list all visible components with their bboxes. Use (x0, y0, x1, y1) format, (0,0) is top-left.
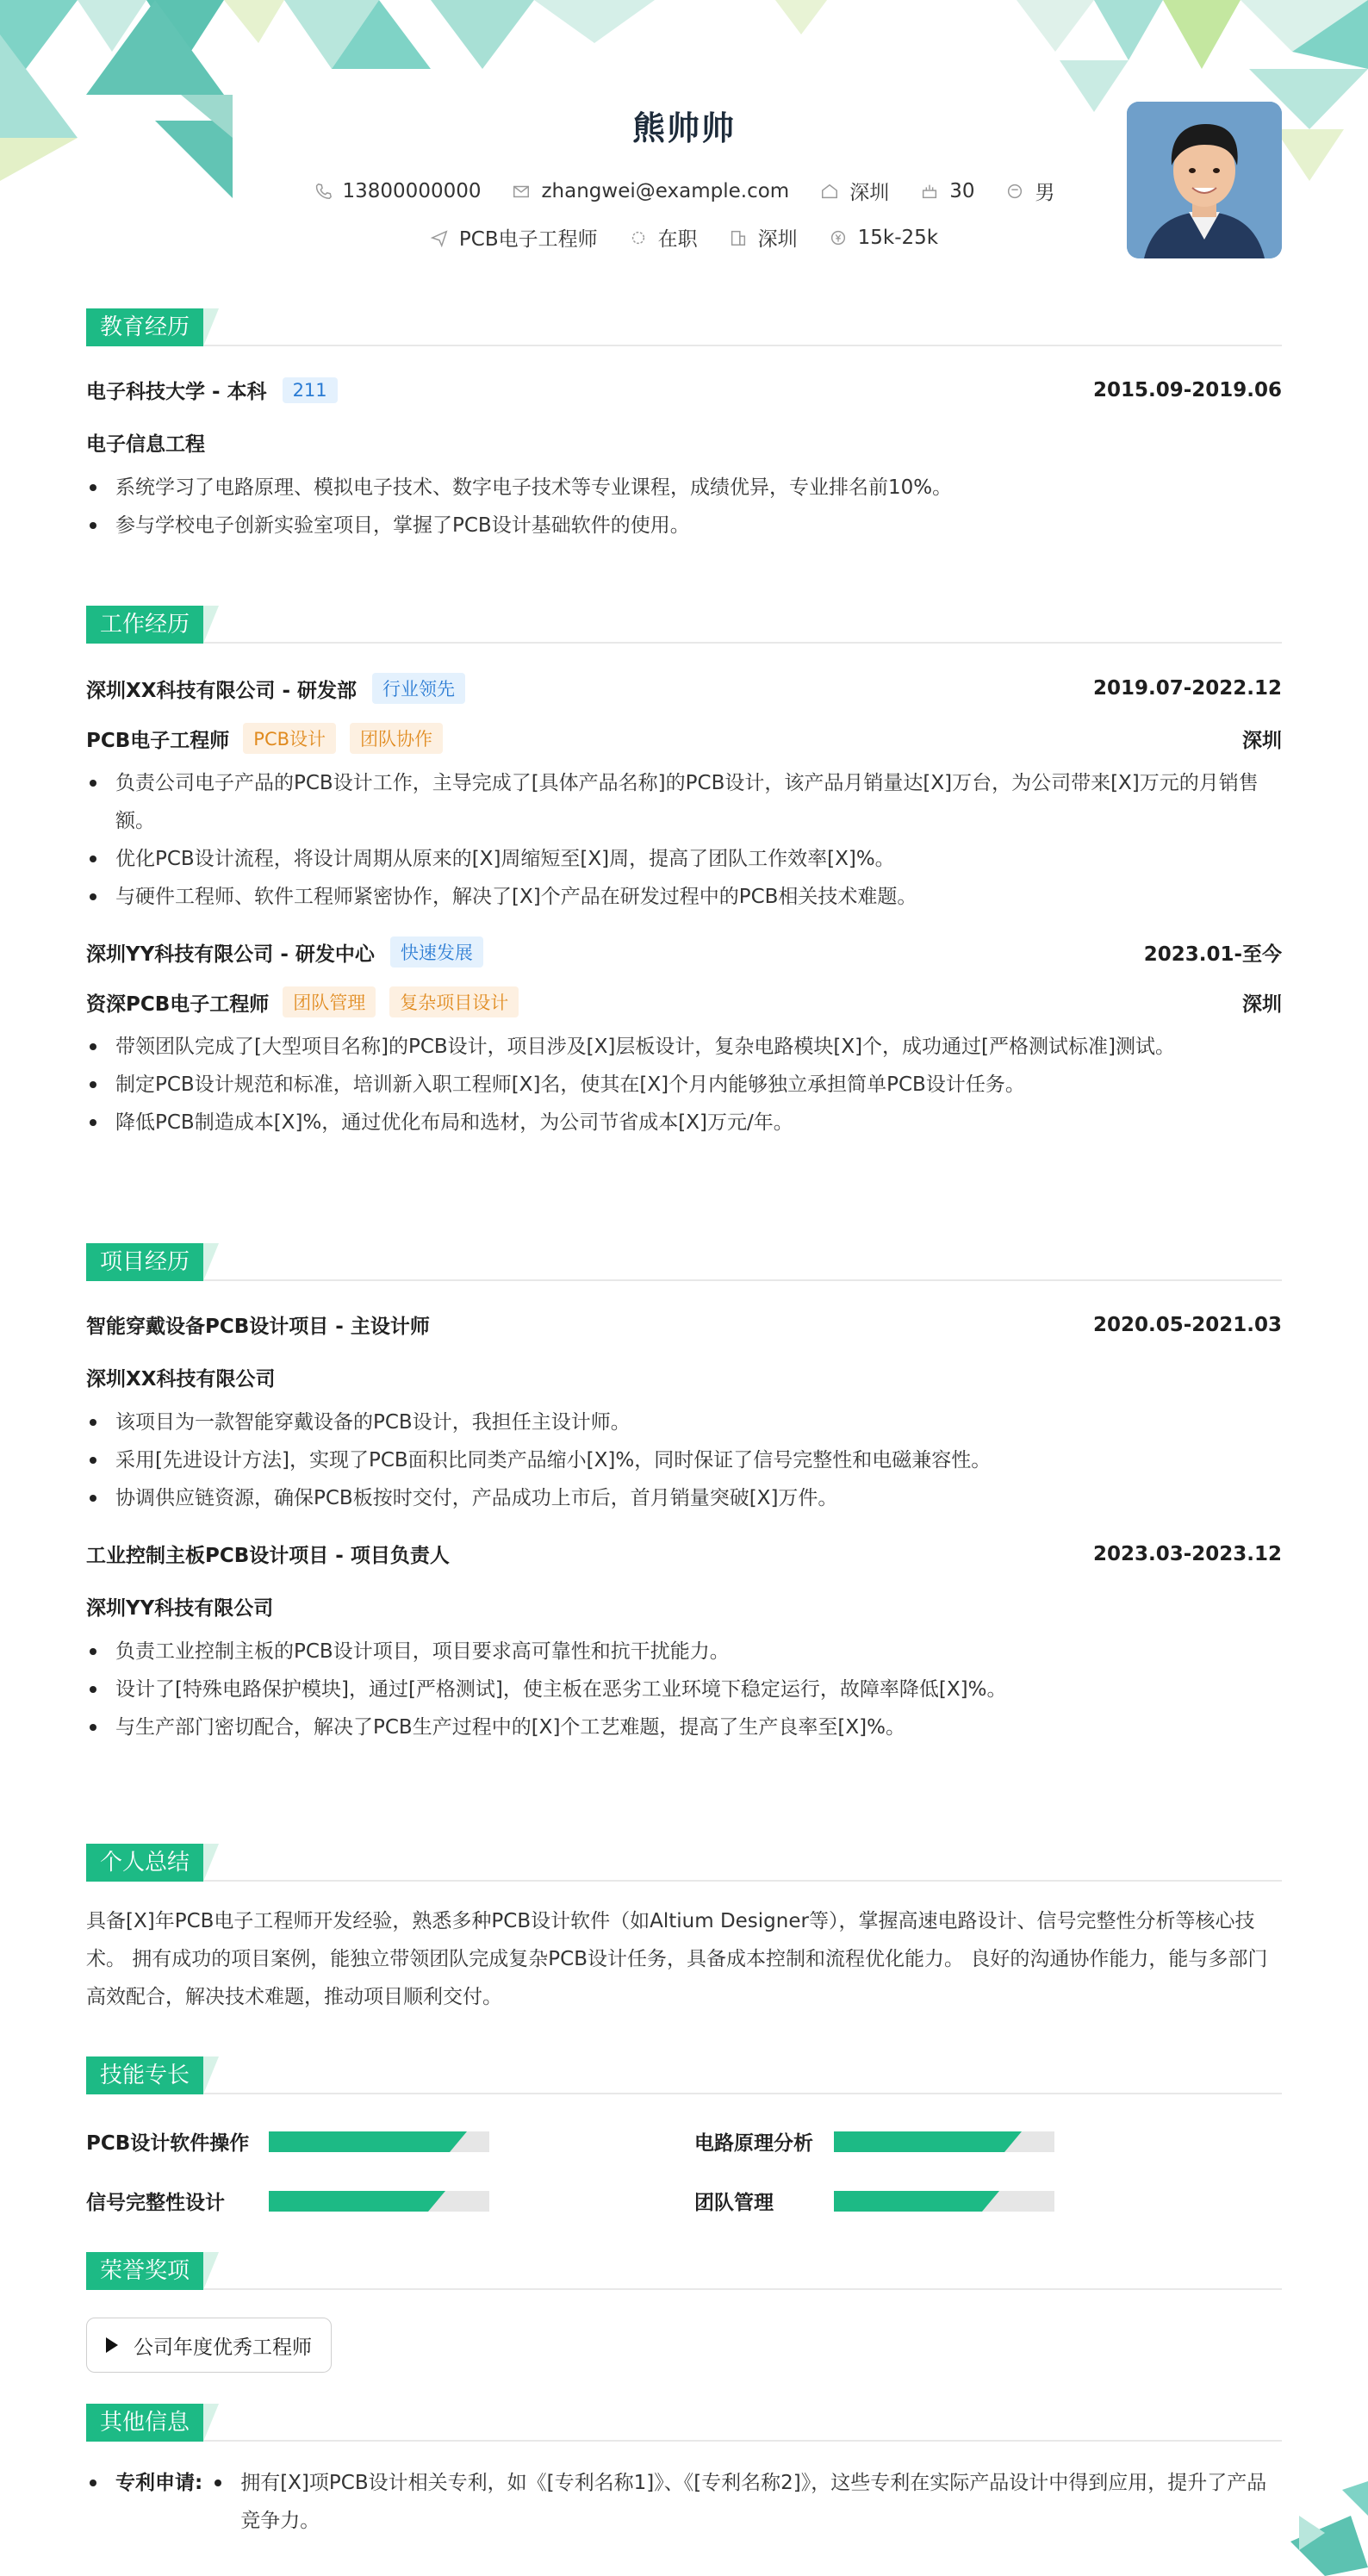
triangle-icon (106, 2337, 118, 2353)
age-item (920, 180, 974, 202)
list-item: 带领团队完成了[大型项目名称]的PCB设计，项目涉及[X]层板设计，复杂电路模块[X]个，成功通过[严格测试标准]测试。 (86, 1028, 1282, 1066)
city-text: 深圳 (849, 182, 890, 204)
project-company-row (86, 1363, 1282, 1391)
project-company: 深圳XX科技有限公司 (86, 1368, 276, 1391)
list-item: 制定PCB设计规范和标准，培训新入职工程师[X]名，使其在[X]个月内能够独立承担简单PCB设计任务。 (86, 1066, 1282, 1104)
list-item: 降低PCB制造成本[X]%，通过优化布局和选材，为公司节省成本[X]万元/年。 (86, 1104, 1282, 1142)
other-title (86, 2404, 1282, 2442)
job-header (86, 673, 1282, 704)
job-header (86, 936, 1282, 968)
job-role-row (86, 723, 1282, 754)
status-text: 在职 (657, 228, 698, 251)
city-item (820, 177, 889, 205)
list-item: 负责工业控制主板的PCB设计项目，项目要求高可靠性和抗干扰能力。 (86, 1633, 1282, 1671)
mail-icon (512, 182, 531, 201)
list-item: 采用[先进设计方法]，实现了PCB面积比同类产品缩小[X]%，同时保证了信号完整性和电磁兼容性。 (86, 1441, 1282, 1479)
project-bullets (86, 1403, 1282, 1517)
role-tag: 团队协作 (350, 723, 443, 754)
other-section (86, 2404, 1282, 2540)
skill-item (694, 2127, 1282, 2156)
work-city-item (729, 223, 798, 252)
list-item: 与生产部门密切配合，解决了PCB生产过程中的[X]个工艺难题，提高了生产良率至[X]%。 (86, 1708, 1282, 1746)
skill-bar (834, 2191, 1054, 2212)
job-role: PCB电子工程师 (86, 729, 230, 752)
summary-text: 具备[X]年PCB电子工程师开发经验，熟悉多种PCB设计软件（如Altium Designer等），掌握高速电路设计、信号完整性分析等核心技术。 拥有成功的项目案例，能独立带领团队完成复杂PCB设计任务，具备成本控制和流程优化能力。 良好的沟通协作能力，能与多部门高效配合，解决技术难题，推动项目顺利交付。 (86, 1910, 1268, 2008)
work-section (86, 606, 1282, 1142)
job-date: 2019.07-2022.12 (1092, 677, 1282, 700)
role-tag: PCB设计 (243, 723, 336, 754)
status-icon (629, 228, 648, 247)
project-name: 智能穿戴设备PCB设计项目 - 主设计师 (86, 1316, 430, 1338)
awards-section (86, 2252, 1282, 2373)
job-role-row (86, 986, 1282, 1017)
email-item (512, 180, 789, 202)
role-tag: 复杂项目设计 (389, 986, 519, 1017)
company-tag: 快速发展 (390, 936, 483, 968)
skills-section (86, 2056, 1282, 2215)
work-title-label: 工作经历 (86, 606, 203, 644)
education-section (86, 308, 1282, 544)
work-city-text: 深圳 (757, 228, 798, 251)
job-role: 资深PCB电子工程师 (86, 992, 270, 1016)
job-date: 2023.01-至今 (1143, 943, 1282, 966)
list-item: 协调供应链资源，确保PCB板按时交付，产品成功上市后，首月销量突破[X]万件。 (86, 1479, 1282, 1517)
school-name: 电子科技大学 - 本科 (86, 381, 267, 403)
skill-bar (269, 2131, 489, 2152)
list-item: 负责公司电子产品的PCB设计工作，主导完成了[具体产品名称]的PCB设计，该产品月销量达[X]万台，为公司带来[X]万元的月销售额。 (86, 764, 1282, 840)
company-tag: 行业领先 (372, 673, 465, 704)
send-icon (430, 228, 449, 247)
skill-name: PCB设计软件操作 (86, 2132, 250, 2155)
role-tag: 团队管理 (283, 986, 376, 1017)
summary-section (86, 1844, 1282, 2016)
corner-decoration (1273, 2481, 1368, 2576)
project-header (86, 1310, 1282, 1339)
status-item (629, 223, 698, 252)
building-icon (729, 228, 748, 247)
skill-item (86, 2187, 694, 2215)
age-text: 30 (949, 179, 975, 202)
project-date: 2020.05-2021.03 (1092, 1313, 1282, 1336)
education-date: 2015.09-2019.06 (1092, 378, 1282, 401)
skill-bar (269, 2191, 489, 2212)
skills-grid (86, 2127, 1282, 2215)
job-bullets (86, 1028, 1282, 1142)
work-title (86, 606, 1282, 644)
education-title-label: 教育经历 (86, 308, 203, 346)
gender-item (1005, 177, 1054, 205)
gender-text: 男 (1035, 182, 1055, 204)
email-text: zhangwei@example.com (541, 179, 790, 202)
list-item: 该项目为一款智能穿戴设备的PCB设计，我担任主设计师。 (86, 1403, 1282, 1441)
skill-name: 信号完整性设计 (86, 2192, 225, 2214)
awards-title (86, 2252, 1282, 2290)
project-bullets (86, 1633, 1282, 1746)
education-bullets (86, 469, 1282, 544)
award-item (86, 2318, 332, 2373)
patent-label: 专利申请: (86, 2464, 202, 2540)
skill-name: 团队管理 (694, 2192, 774, 2214)
projects-section (86, 1243, 1282, 1746)
project-header (86, 1540, 1282, 1568)
skill-bar (834, 2131, 1054, 2152)
salary-item (829, 227, 938, 249)
list-item: 参与学校电子创新实验室项目，掌握了PCB设计基础软件的使用。 (86, 507, 1282, 544)
salary-icon (829, 228, 848, 247)
award-text: 公司年度优秀工程师 (134, 2336, 312, 2359)
job-bullets (86, 764, 1282, 916)
job-city: 深圳 (1242, 992, 1282, 1016)
salary-text: 15k-25k (857, 226, 939, 249)
cake-icon (920, 182, 939, 201)
project-date: 2023.03-2023.12 (1092, 1542, 1282, 1565)
avatar (1127, 102, 1282, 258)
summary-title (86, 1844, 1282, 1882)
skills-title-label: 技能专长 (86, 2056, 203, 2094)
patent-text: 拥有[X]项PCB设计相关专利，如《[专利名称1]》、《[专利名称2]》，这些专利在实际产品设计中得到应用，提升了产品竞争力。 (211, 2464, 1282, 2540)
home-icon (820, 182, 839, 201)
other-item (86, 2464, 1282, 2540)
position-item (430, 223, 598, 252)
skills-title (86, 2056, 1282, 2094)
awards-title-label: 荣誉奖项 (86, 2252, 203, 2290)
list-item: 设计了[特殊电路保护模块]，通过[严格测试]，使主板在恶劣工业环境下稳定运行，故障率降低[X]%。 (86, 1671, 1282, 1708)
job-city: 深圳 (1242, 729, 1282, 752)
major-row (86, 428, 1282, 457)
candidate-name: 熊帅帅 (631, 109, 736, 147)
job-company: 深圳YY科技有限公司 - 研发中心 (86, 943, 375, 966)
position-text: PCB电子工程师 (458, 228, 598, 251)
gender-icon (1005, 182, 1024, 201)
project-name: 工业控制主板PCB设计项目 - 项目负责人 (86, 1545, 450, 1567)
job-company: 深圳XX科技有限公司 - 研发部 (86, 679, 358, 702)
skill-item (86, 2127, 694, 2156)
projects-title-label: 项目经历 (86, 1243, 203, 1281)
school-tag: 211 (283, 377, 338, 403)
project-company-row (86, 1592, 1282, 1621)
major-name: 电子信息工程 (86, 433, 205, 456)
phone-text: 13800000000 (342, 179, 482, 202)
skill-item (694, 2187, 1282, 2215)
list-item: 优化PCB设计流程，将设计周期从原来的[X]周缩短至[X]周，提高了团队工作效率[X]%。 (86, 840, 1282, 878)
education-header (86, 376, 1282, 404)
list-item: 系统学习了电路原理、模拟电子技术、数字电子技术等专业课程，成绩优异，专业排名前10%。 (86, 469, 1282, 507)
phone-item (314, 180, 482, 202)
project-company: 深圳YY科技有限公司 (86, 1597, 274, 1620)
education-title (86, 308, 1282, 346)
projects-title (86, 1243, 1282, 1281)
other-title-label: 其他信息 (86, 2404, 203, 2442)
summary-title-label: 个人总结 (86, 1844, 203, 1882)
phone-icon (314, 182, 333, 201)
skill-name: 电路原理分析 (694, 2132, 813, 2155)
list-item: 与硬件工程师、软件工程师紧密协作，解决了[X]个产品在研发过程中的PCB相关技术难题。 (86, 878, 1282, 916)
